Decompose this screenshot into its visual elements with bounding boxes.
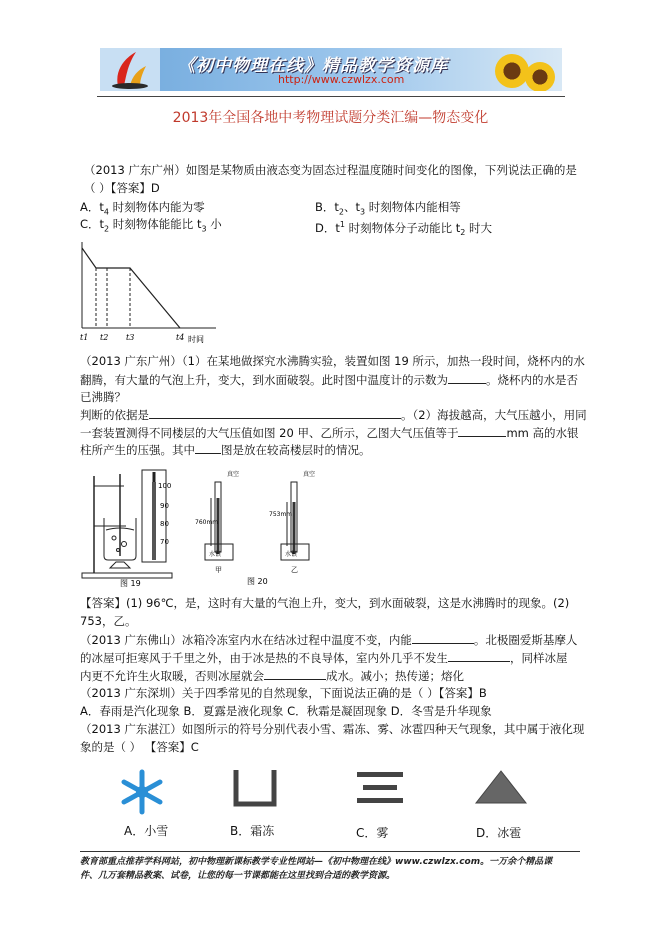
hail-symbol-icon bbox=[473, 768, 529, 806]
frost-symbol-icon bbox=[232, 768, 278, 808]
mercury-label: 水银 bbox=[209, 551, 222, 558]
vacuum-label: 真空 bbox=[227, 471, 240, 478]
scale-100: 100 bbox=[158, 482, 172, 490]
q1-option-c: C．$t_2$ 时刻物体能能比 $t_3$ 小 bbox=[80, 217, 222, 234]
label-jia: 甲 bbox=[215, 566, 222, 574]
footer-line2: 件、几万套精品教案、试卷，让您的每一节课都能在这里找到合适的教学资源。 bbox=[80, 871, 396, 881]
answer-blank[interactable] bbox=[412, 631, 474, 644]
figure-20-caption: 图 20 bbox=[247, 577, 268, 586]
figure-20-barometers bbox=[195, 468, 320, 588]
vacuum-label: 真空 bbox=[303, 471, 316, 478]
q2-line5: 一套装置测得不同楼层的大气压值如图 20 甲、乙所示，乙图大气压值等于 mm 高的水银 bbox=[80, 426, 579, 440]
q2-answer-line1: 【答案】(1) 96℃，是，这时有大量的气泡上升，变大，到水面破裂，这是水沸腾时的现象。(2) bbox=[80, 596, 570, 610]
q1-option-d: D．$t^1$ 时刻物体分子动能比 $t_2$ 时大 bbox=[315, 220, 493, 238]
q4-options: A．春雨是汽化现象 B．夏露是液化现象 C．秋霜是凝固现象 D．冬雪是升华现象 bbox=[80, 704, 492, 718]
label-yi: 乙 bbox=[291, 566, 298, 574]
scale-70: 70 bbox=[160, 538, 169, 546]
fog-symbol-icon bbox=[355, 768, 405, 808]
sunflower-image bbox=[495, 54, 529, 88]
q2-line4: 判断的依据是 。（2）海拔越高，大气压越小，用同 bbox=[80, 408, 587, 422]
q1-answer: D bbox=[150, 181, 160, 195]
t4-label: t4 bbox=[176, 333, 185, 342]
answer-blank[interactable] bbox=[458, 424, 506, 437]
t1-label: t1 bbox=[80, 333, 89, 342]
banner-url[interactable]: http://www.czwlzx.com bbox=[278, 73, 405, 86]
answer-blank[interactable] bbox=[149, 406, 401, 419]
footer-divider bbox=[80, 851, 580, 852]
t3-label: t3 bbox=[126, 333, 135, 342]
symbol-label-c: C．雾 bbox=[356, 826, 389, 840]
symbol-label-b: B．霜冻 bbox=[230, 824, 275, 838]
figure-19-caption: 图 19 bbox=[120, 579, 141, 588]
q2-answer-line2: 753，乙。 bbox=[80, 614, 137, 628]
q1-stem-line1: （2013 广东广州）如图是某物质由液态变为固态过程温度随时间变化的图像，下列说法正确的是 bbox=[84, 163, 577, 177]
answer-blank[interactable] bbox=[195, 441, 221, 454]
answer-blank[interactable] bbox=[448, 371, 486, 384]
sunflower-image bbox=[525, 62, 555, 91]
scale-80: 80 bbox=[160, 520, 169, 528]
q1-stem-line2: （ ）【答案】D bbox=[84, 181, 160, 195]
figure-19-boiling-apparatus bbox=[80, 468, 190, 588]
symbol-label-d: D．冰雹 bbox=[476, 826, 522, 840]
q2-line6: 柱所产生的压强。其中 图是放在较高楼层时的情况。 bbox=[80, 443, 371, 457]
q4-stem: （2013 广东深圳）关于四季常见的自然现象，下面说法正确的是（ ）【答案】B bbox=[80, 686, 487, 700]
header-divider bbox=[97, 96, 565, 97]
q3-line3: 内更不允许生火取暖，否则冰屋就会 成水。减小；热传递；熔化 bbox=[80, 669, 464, 683]
temperature-time-graph bbox=[80, 240, 220, 345]
snowflake-icon bbox=[118, 768, 166, 816]
q2-line2: 翻腾，有大量的气泡上升，变大，到水面破裂。此时图中温度计的示数为 。烧杯内的水是否 bbox=[80, 373, 578, 387]
header-banner bbox=[100, 48, 562, 91]
answer-blank[interactable] bbox=[264, 667, 326, 680]
symbol-label-a: A．小雪 bbox=[124, 824, 169, 838]
q3-line2: 的冰屋可拒寒风于千里之外，由于冰是热的不良导体，室内外几乎不发生 ，同样冰屋 bbox=[80, 651, 568, 665]
site-logo bbox=[100, 48, 160, 91]
doc-title: 2013年全国各地中考物理试题分类汇编—物态变化 bbox=[172, 110, 489, 126]
q5-stem-line2: 象的是（ ） 【答案】C bbox=[80, 740, 199, 754]
scale-90: 90 bbox=[160, 502, 169, 510]
mercury-label: 水银 bbox=[285, 551, 298, 558]
q2-line1: （2013 广东广州）（1）在某地做探究水沸腾实验，装置如图 19 所示，加热一段时间，烧杯内的水 bbox=[80, 354, 585, 368]
q2-line3: 已沸腾？ bbox=[80, 390, 126, 404]
height-753-label: 753mm bbox=[269, 511, 293, 518]
q1-option-a: A．$t_4$ 时刻物体内能为零 bbox=[80, 200, 205, 217]
banner-title: 《初中物理在线》精品教学资源库 bbox=[178, 56, 448, 76]
q1-option-b: B．$t_2$、$t_3$ 时刻物体内能相等 bbox=[315, 200, 461, 217]
t2-label: t2 bbox=[100, 333, 109, 342]
q3-line1: （2013 广东佛山）冰箱冷冻室内水在结冰过程中温度不变，内能 。北极圈爱斯基摩人 bbox=[80, 633, 578, 647]
time-axis-label: 时间 bbox=[188, 335, 204, 344]
footer-line1: 教育部重点推荐学科网站，初中物理新课标教学专业性网站—《初中物理在线》www.czwlzx.com。一万余个精品课 bbox=[80, 857, 553, 867]
q5-stem-line1: （2013 广东湛江）如图所示的符号分别代表小雪、霜冻、雾、冰雹四种天气现象，其中属于液化现 bbox=[80, 722, 585, 736]
answer-blank[interactable] bbox=[448, 649, 510, 662]
height-760-label: 760mm bbox=[195, 519, 219, 526]
